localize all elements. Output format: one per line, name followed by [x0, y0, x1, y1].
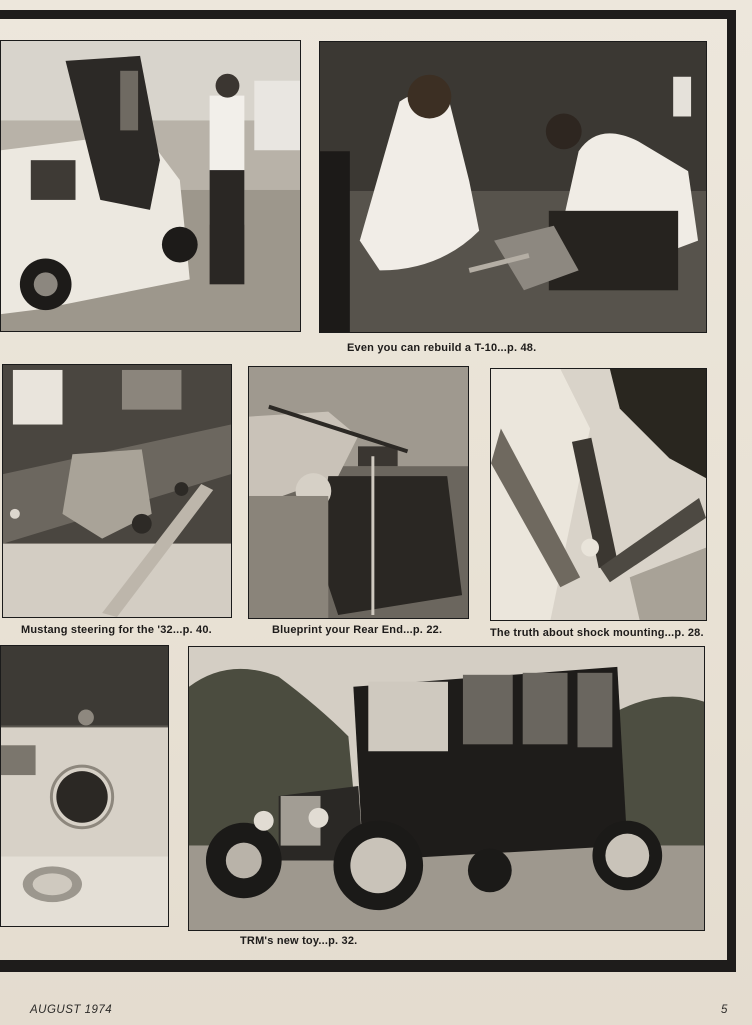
- caption-t10: Even you can rebuild a T-10...p. 48.: [347, 342, 537, 354]
- right-border-rule: [727, 10, 736, 972]
- photo-body-panel: [0, 645, 169, 927]
- bottom-border-rule: [0, 960, 736, 972]
- top-border-rule: [0, 10, 736, 19]
- photo-gullwing-car: [0, 40, 301, 332]
- caption-shock: The truth about shock mounting...p. 28.: [490, 627, 704, 639]
- caption-trm: TRM's new toy...p. 32.: [240, 935, 358, 947]
- photo-shock-mounting: [490, 368, 707, 621]
- photo-rear-end: [248, 366, 469, 619]
- issue-date: AUGUST 1974: [30, 1004, 113, 1016]
- caption-rear-end: Blueprint your Rear End...p. 22.: [272, 624, 443, 636]
- photo-trm-car: [188, 646, 705, 931]
- photo-mustang-steering: [2, 364, 232, 618]
- photo-t10-transmission: [319, 41, 707, 333]
- caption-mustang: Mustang steering for the '32...p. 40.: [21, 624, 212, 636]
- page-number: 5: [721, 1004, 728, 1016]
